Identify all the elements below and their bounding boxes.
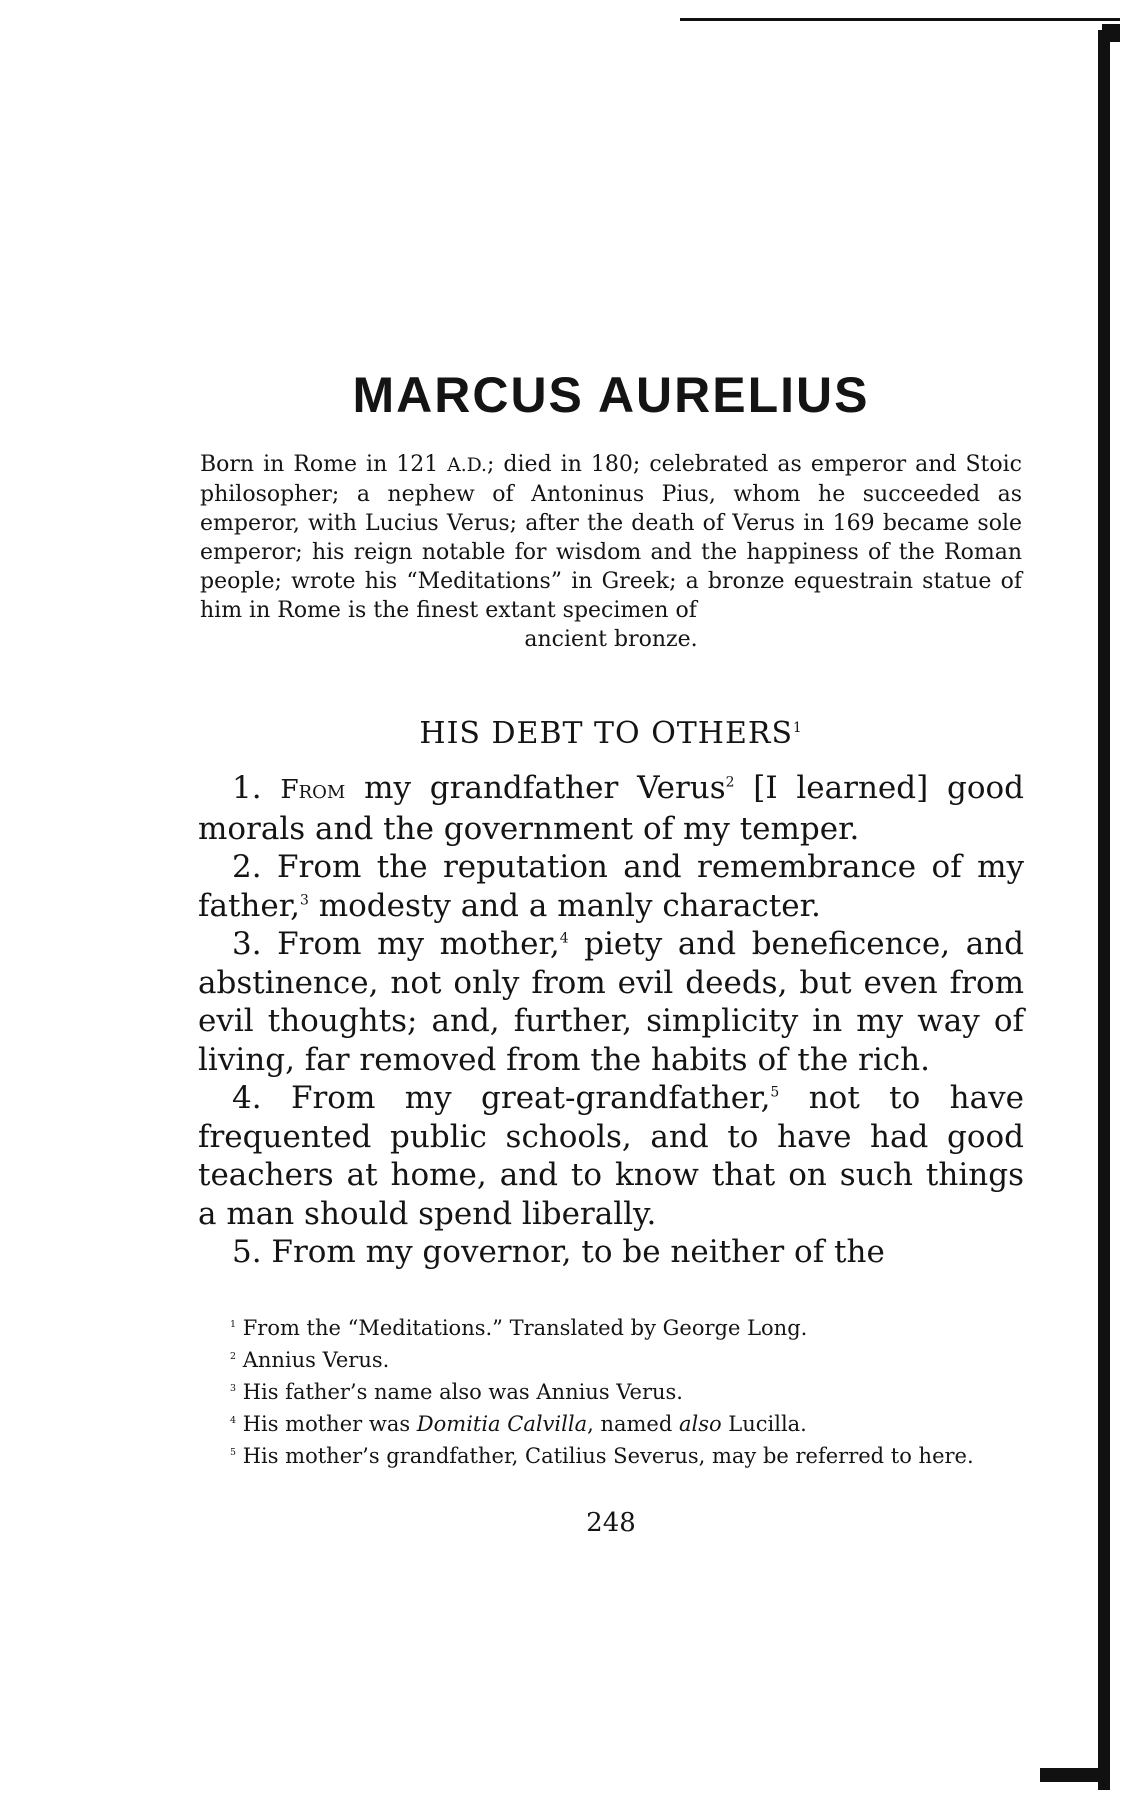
page-number: 248 <box>586 1507 636 1538</box>
footnote-3: $^3$ His father’s name also was Annius Verus. <box>230 1379 683 1404</box>
page-edge-right <box>1098 30 1110 1790</box>
page-title: MARCUS AURELIUS <box>352 367 870 423</box>
section-heading: HIS DEBT TO OTHERS$^1$ <box>419 716 803 751</box>
footnote-1: $^1$ From the “Meditations.” Translated by George Long. <box>230 1315 808 1340</box>
footnote-ref: 4 <box>559 930 569 947</box>
footnote-5: $^5$ His mother’s grandfather, Catilius Severus, may be referred to here. <box>230 1443 974 1468</box>
footnote-ref: 5 <box>770 1084 780 1101</box>
page-edge-top <box>680 18 1120 44</box>
paragraph-4: 4. From my great-grandfather,$^5$ not to have frequented public schools, and to have had good teachers at home, and to know that on such things a man should spend liberally. <box>198 1080 1024 1232</box>
page-edge-bottom <box>1040 1768 1110 1782</box>
footnote-ref: 3 <box>300 892 309 909</box>
author-biography: Born in Rome in 121 A.D.; died in 180; celebrated as emperor and Stoic philosopher; a nephew of Antoninus Pius, whom he succeeded as emperor, with Lucius Verus; after the death of Verus in 169 became sole emperor; his reign notable for wisdom and the happiness of the Roman people; wrote his “Meditations” in Greek; a bronze equestrain statue of him in Rome is the finest extant specimen of ancient bronze. <box>200 452 1023 652</box>
paragraph-5: 5. From my governor, to be neither of the <box>232 1234 885 1270</box>
bio-last-line: ancient bronze. <box>524 627 698 652</box>
paragraph-1: 1. From my grandfather Verus$^2$ [I learned] good morals and the government of my temper. <box>198 770 1024 847</box>
era-abbreviation: A.D. <box>447 455 487 476</box>
paragraph-3: 3. From my mother,$^4$ piety and beneficence, and abstinence, not only from evil deeds, but even from evil thoughts; and, further, simplicity in my way of living, far removed from the habits of the rich. <box>198 926 1024 1078</box>
footnote-ref: 2 <box>725 774 735 791</box>
paragraph-2: 2. From the reputation and remembrance of my father,$^3$ modesty and a manly character. <box>198 849 1024 924</box>
page-content <box>198 367 1024 1538</box>
footnotes <box>198 1312 1024 1472</box>
footnote-4: $^4$ His mother was Domitia Calvilla, named also Lucilla. <box>230 1411 807 1436</box>
footnote-2: $^2$ Annius Verus. <box>230 1347 390 1372</box>
footnote-ref: 1 <box>793 720 803 736</box>
